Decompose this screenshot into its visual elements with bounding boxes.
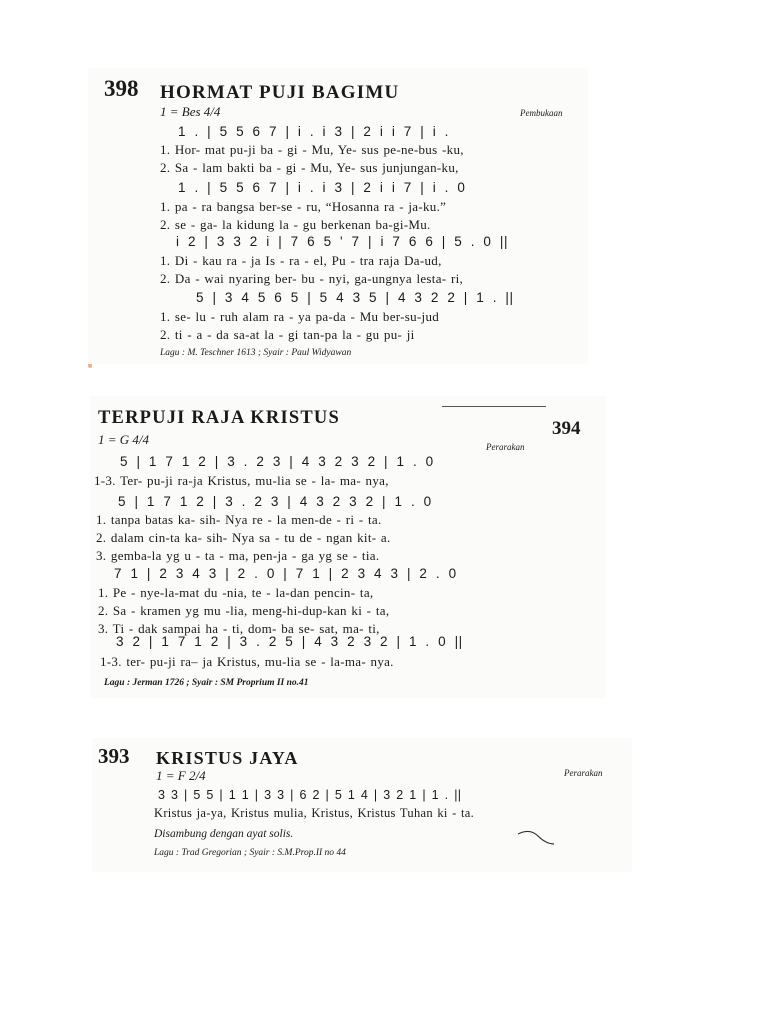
lyric-line: 1-3. ter- pu-ji ra– ja Kristus, mu-lia se - la-ma- nya. (100, 654, 394, 669)
lyric-line: 1. Pe - nye-la-mat du -nia, te - la-dan pencin- ta, (98, 585, 374, 600)
hymn-title: TERPUJI RAJA KRISTUS (98, 408, 340, 428)
notation-line: 1 . | 5 5 6 7 | i . i 3 | 2 i i 7 | i . (178, 124, 450, 139)
lyric-line: 2. Sa - lam bakti ba - gi - Mu, Ye- sus junjungan-ku, (160, 160, 459, 175)
hymn-394 (90, 396, 606, 698)
key-signature: 1 = F 2/4 (156, 768, 206, 783)
credit-line: Lagu : M. Teschner 1613 ; Syair : Paul Widyawan (160, 348, 352, 358)
notation-line: 7 1 | 2 3 4 3 | 2 . 0 | 7 1 | 2 3 4 3 | 2 . 0 (114, 566, 457, 581)
hymn-number: 393 (98, 744, 130, 768)
lyric-line: 2. ti - a - da sa-at la - gi tan-pa la - gu pu- ji (160, 327, 415, 342)
key-signature: 1 = Bes 4/4 (160, 104, 221, 119)
hymn-393 (92, 738, 632, 872)
lyric-line: 2. dalam cin-ta ka- sih- Nya sa - tu de - ngan kit- a. (96, 530, 391, 545)
scribble-mark (516, 828, 556, 848)
credit-line: Lagu : Trad Gregorian ; Syair : S.M.Prop.II no 44 (154, 848, 346, 858)
hymn-title: HORMAT PUJI BAGIMU (160, 82, 400, 103)
lyric-line: 2. se - ga- la kidung la - gu berkenan ba-gi-Mu. (160, 217, 431, 232)
lyric-line: Kristus ja-ya, Kristus mulia, Kristus, Kristus Tuhan ki - ta. (154, 806, 475, 820)
hymn-number: 394 (552, 418, 581, 439)
key-signature: 1 = G 4/4 (98, 432, 150, 447)
credit-line: Lagu : Jerman 1726 ; Syair : SM Proprium II no.41 (104, 678, 309, 688)
liturgy-tag: Pembukaan (520, 108, 563, 118)
lyric-line: 1-3. Ter- pu-ji ra-ja Kristus, mu-lia se - la- ma- nya, (94, 473, 389, 488)
notation-line: i 2 | 3 3 2 i | 7 6 5 ' 7 | i 7 6 6 | 5 . 0 || (176, 234, 509, 249)
lyric-line: 3. Ti - dak sampai ha - ti, dom- ba se- sat, ma- ti, (98, 621, 380, 636)
lyric-line: 1. tanpa batas ka- sih- Nya re - la men-de - ri - ta. (96, 512, 382, 527)
hymn-398 (88, 68, 588, 364)
lyric-line: 1. Di - kau ra - ja Is - ra - el, Pu - tra raja Da-ud, (160, 253, 442, 268)
performance-note: Disambung dengan ayat solis. (154, 828, 294, 840)
notation-line: 5 | 3 4 5 6 5 | 5 4 3 5 | 4 3 2 2 | 1 . || (196, 290, 514, 305)
hymn-number: 398 (104, 76, 139, 101)
lyric-line: 1. se- lu - ruh alam ra - ya pa-da - Mu ber-su-jud (160, 309, 440, 324)
divider (442, 406, 546, 407)
lyric-line: 1. pa - ra bangsa ber-se - ru, “Hosanna ra - ja-ku.” (160, 199, 447, 214)
notation-line: 5 | 1 7 1 2 | 3 . 2 3 | 4 3 2 3 2 | 1 . 0 (118, 494, 432, 509)
hymn-title: KRISTUS JAYA (156, 748, 299, 768)
notation-line: 3 2 | 1 7 1 2 | 3 . 2 5 | 4 3 2 3 2 | 1 . 0 || (116, 634, 463, 649)
notation-line: 3 3 | 5 5 | 1 1 | 3 3 | 6 2 | 5 1 4 | 3 2 1 | 1 . || (158, 788, 462, 802)
lyric-line: 2. Da - wai nyaring ber- bu - nyi, ga-ungnya lesta- ri, (160, 271, 464, 286)
lyric-line: 3. gemba-la yg u - ta - ma, pen-ja - ga yg se - tia. (96, 548, 380, 563)
liturgy-tag: Perarakan (486, 442, 525, 452)
liturgy-tag: Perarakan (564, 768, 603, 778)
notation-line: 5 | 1 7 1 2 | 3 . 2 3 | 4 3 2 3 2 | 1 . 0 (120, 454, 434, 469)
notation-line: 1 . | 5 5 6 7 | i . i 3 | 2 i i 7 | i . 0 (178, 180, 466, 195)
lyric-line: 1. Hor- mat pu-ji ba - gi - Mu, Ye- sus pe-ne-bus -ku, (160, 142, 464, 157)
lyric-line: 2. Sa - kramen yg mu -lia, meng-hi-dup-kan ki - ta, (98, 603, 390, 618)
